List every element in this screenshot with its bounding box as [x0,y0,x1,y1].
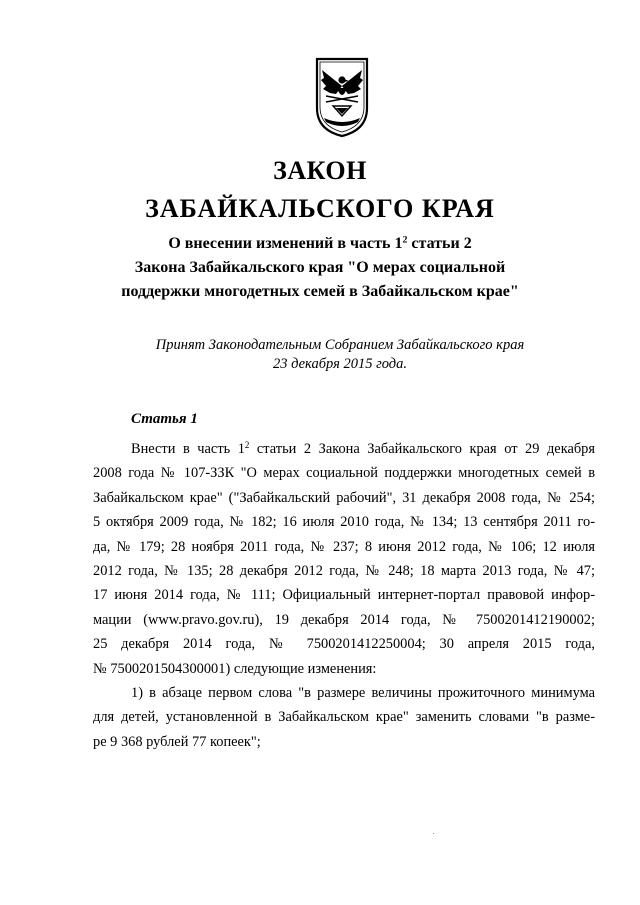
body-line: 5 октября 2009 года, № 182; 16 июля 2010 года, № 134; 13 сентября 2011 го- [93,514,595,531]
article-heading: Статья 1 [131,411,198,427]
body-line: мации (www.pravo.gov.ru), 19 декабря 2014 года, № 7500201412190002; [93,611,595,628]
document-type-title: ЗАКОН [273,156,367,185]
body-line: 2008 года № 107-ЗЗК "О мерах социальной поддержки многодетных семей в [93,465,595,482]
law-subject [0,232,640,304]
body-line: да, № 179; 28 ноября 2011 года, № 237; 8 июня 2012 года, № 106; 12 июля [93,538,595,555]
subject-line-3: поддержки многодетных семей в Забайкальском крае" [121,283,519,300]
body-line: 2012 года, № 135; 28 декабря 2012 года, № 248; 18 марта 2013 года, № 47; [93,562,595,579]
item-line: ре 9 368 рублей 77 копеек"; [93,733,261,750]
body-line: 25 декабря 2014 года, № 7500201412250004; 30 апреля 2015 года, [93,636,595,653]
item-line: для детей, установленной в Забайкальском крае" заменить словами "в разме- [93,709,595,726]
item-line: 1) в абзаце первом слова "в размере величины прожиточного минимума [131,684,595,701]
adoption-body: Принят Законодательным Собранием Забайкальского края [155,337,525,353]
body-line: Забайкальском крае" ("Забайкальский рабочий", 31 декабря 2008 года, № 254; [93,489,595,506]
region-title: ЗАБАЙКАЛЬСКОГО КРАЯ [145,194,495,223]
adoption-date: 23 декабря 2015 года. [272,356,407,372]
article-body [93,437,595,754]
adoption-note [0,336,640,374]
scan-speck [433,833,434,834]
subject-line-1: О внесении изменений в часть $1^2$ статьи 2 [168,234,472,252]
subject-line-2: Закона Забайкальского края "О мерах социальной [134,259,506,276]
body-line: Внести в часть $1^2$ статьи 2 Закона Забайкальского края от 29 декабря [131,440,595,457]
coat-of-arms-icon [314,56,370,138]
body-line: 17 июня 2014 года, № 111; Официальный интернет-портал правовой инфор- [93,587,595,604]
body-line: № 7500201504300001) следующие изменения: [93,660,377,677]
